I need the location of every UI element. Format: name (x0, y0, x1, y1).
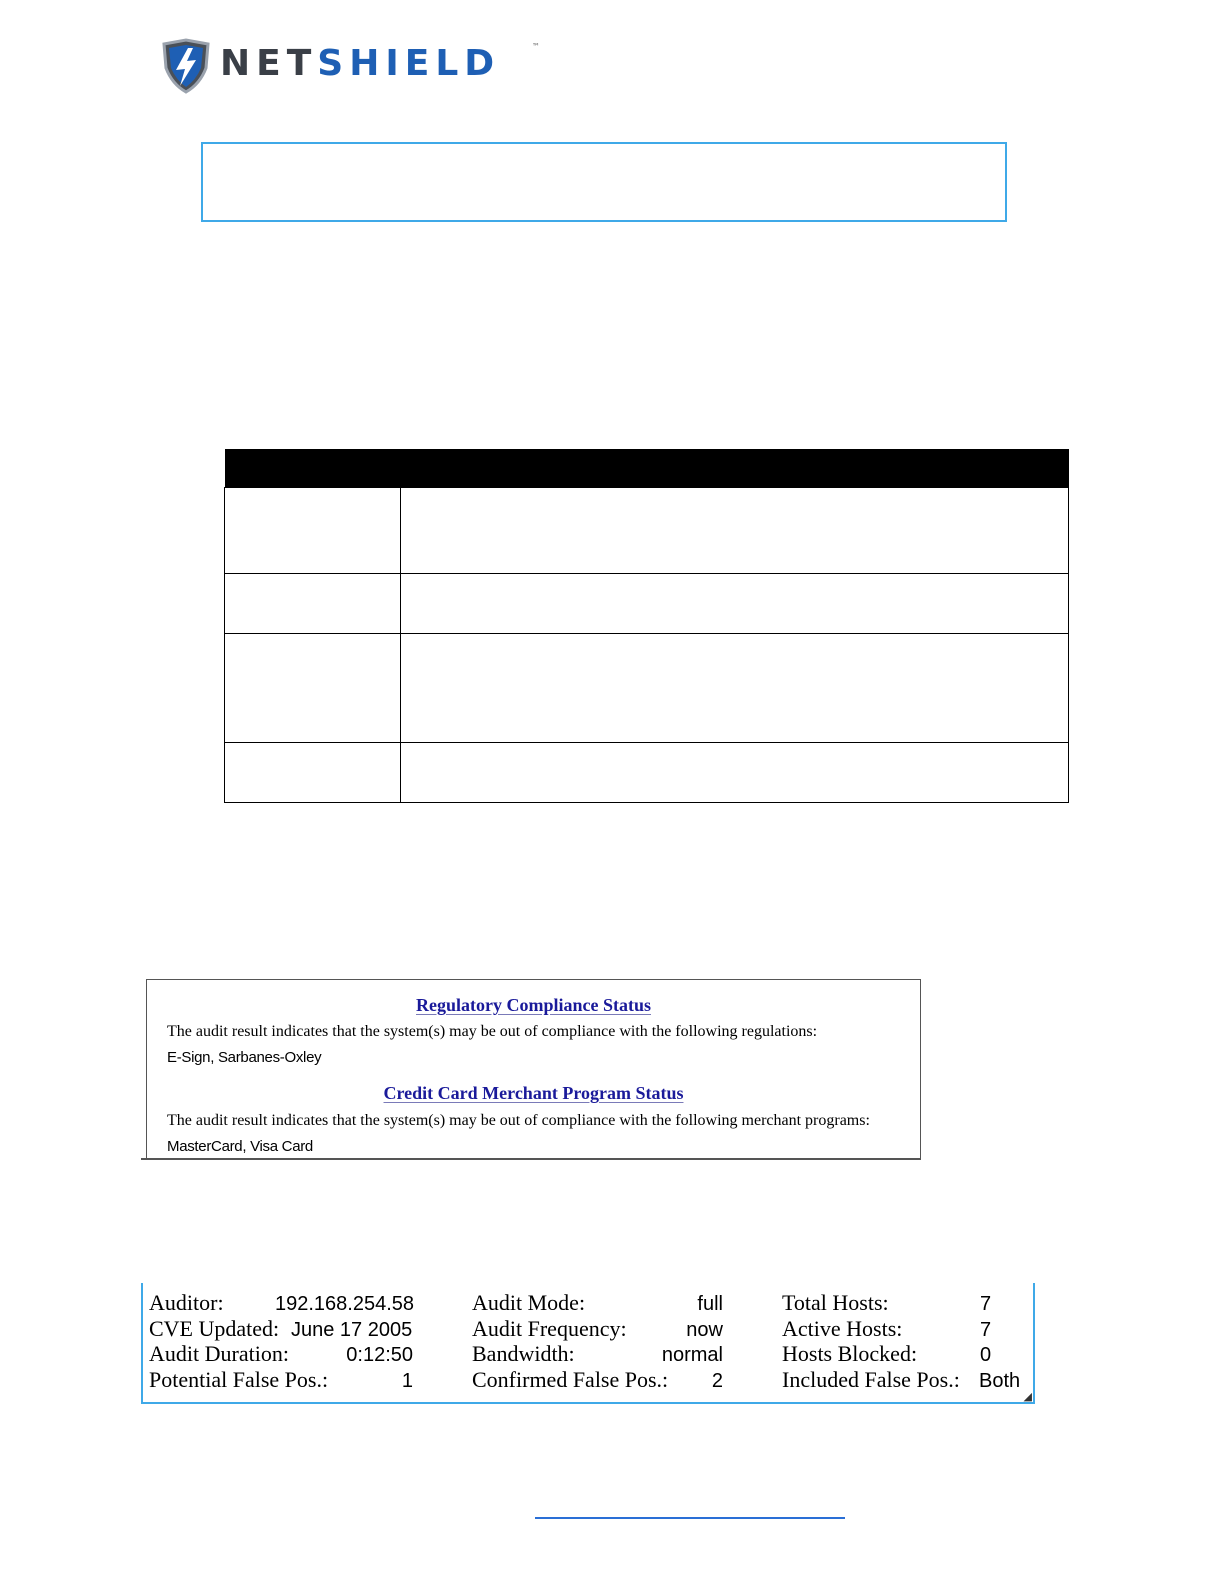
merchant-program-link[interactable]: Credit Card Merchant Program Status (383, 1083, 684, 1103)
table-cell-text (401, 743, 1069, 803)
active-hosts-value: 7 (980, 1319, 992, 1341)
table-header-row (225, 449, 1069, 488)
regulatory-compliance-title[interactable] (147, 994, 920, 1016)
table-row (225, 634, 1069, 743)
table-cell-text (401, 488, 1069, 574)
audit-duration-label: Audit Duration: (149, 1341, 289, 1366)
regulatory-description: The audit result indicates that the system(s) may be out of compliance with the following regulations: (167, 1023, 818, 1040)
compliance-bottom-rule (141, 1158, 921, 1160)
audit-stats-panel (141, 1283, 1035, 1404)
logo-wordmark (220, 44, 500, 84)
audit-duration-value: 0:12:50 (346, 1344, 413, 1366)
included-false-pos-label: Included False Pos.: (782, 1367, 960, 1392)
total-hosts-label: Total Hosts: (782, 1290, 889, 1315)
audit-frequency-value: now (686, 1319, 723, 1341)
active-hosts-label: Active Hosts: (782, 1316, 903, 1341)
table-cell-text (401, 574, 1069, 634)
bandwidth-label: Bandwidth: (472, 1341, 575, 1366)
table-cell-label (225, 634, 401, 743)
merchant-program-title[interactable] (147, 1082, 920, 1104)
potential-false-pos-label: Potential False Pos.: (149, 1367, 329, 1392)
audit-mode-label: Audit Mode: (472, 1290, 586, 1315)
table-row (225, 488, 1069, 574)
auditor-value: 192.168.254.58 (275, 1293, 415, 1315)
netshield-logo (160, 38, 550, 94)
table-cell-label (225, 743, 401, 803)
hosts-blocked-label: Hosts Blocked: (782, 1341, 918, 1366)
total-hosts-value: 7 (980, 1293, 992, 1315)
table-row (225, 743, 1069, 803)
logo-word-net: NET (220, 43, 318, 84)
compliance-panel (146, 979, 921, 1159)
audit-mode-value: full (697, 1293, 723, 1315)
included-false-pos-value: Both (979, 1370, 1021, 1392)
cve-updated-label: CVE Updated: (149, 1316, 280, 1341)
table-cell-text (401, 634, 1069, 743)
hosts-blocked-value: 0 (980, 1344, 992, 1366)
merchant-description: The audit result indicates that the system(s) may be out of compliance with the following merchant programs: (167, 1112, 870, 1129)
table-cell-label (225, 574, 401, 634)
bandwidth-value: normal (661, 1344, 723, 1366)
logo-word-shield: SHIELD (317, 43, 501, 84)
confirmed-false-pos-label: Confirmed False Pos.: (472, 1367, 669, 1392)
regulatory-compliance-link[interactable]: Regulatory Compliance Status (416, 995, 651, 1015)
confirmed-false-pos-value: 2 (711, 1370, 723, 1392)
resize-grip-icon[interactable]: ◢ (1023, 1390, 1032, 1403)
potential-false-pos-value: 1 (401, 1370, 413, 1392)
table-row (225, 574, 1069, 634)
footer-link-underline[interactable] (535, 1517, 845, 1519)
table-cell-label (225, 488, 401, 574)
logo-trademark: ™ (532, 42, 540, 51)
auditor-label: Auditor: (149, 1290, 224, 1315)
shield-lightning-icon (160, 38, 212, 94)
merchant-list: MasterCard, Visa Card (167, 1138, 313, 1155)
audit-frequency-label: Audit Frequency: (472, 1316, 627, 1341)
table-header-cell (225, 449, 1069, 488)
info-table (224, 449, 1069, 803)
header-box (201, 142, 1007, 222)
regulatory-list: E-Sign, Sarbanes-Oxley (167, 1049, 322, 1066)
cve-updated-value: June 17 2005 (291, 1319, 413, 1341)
